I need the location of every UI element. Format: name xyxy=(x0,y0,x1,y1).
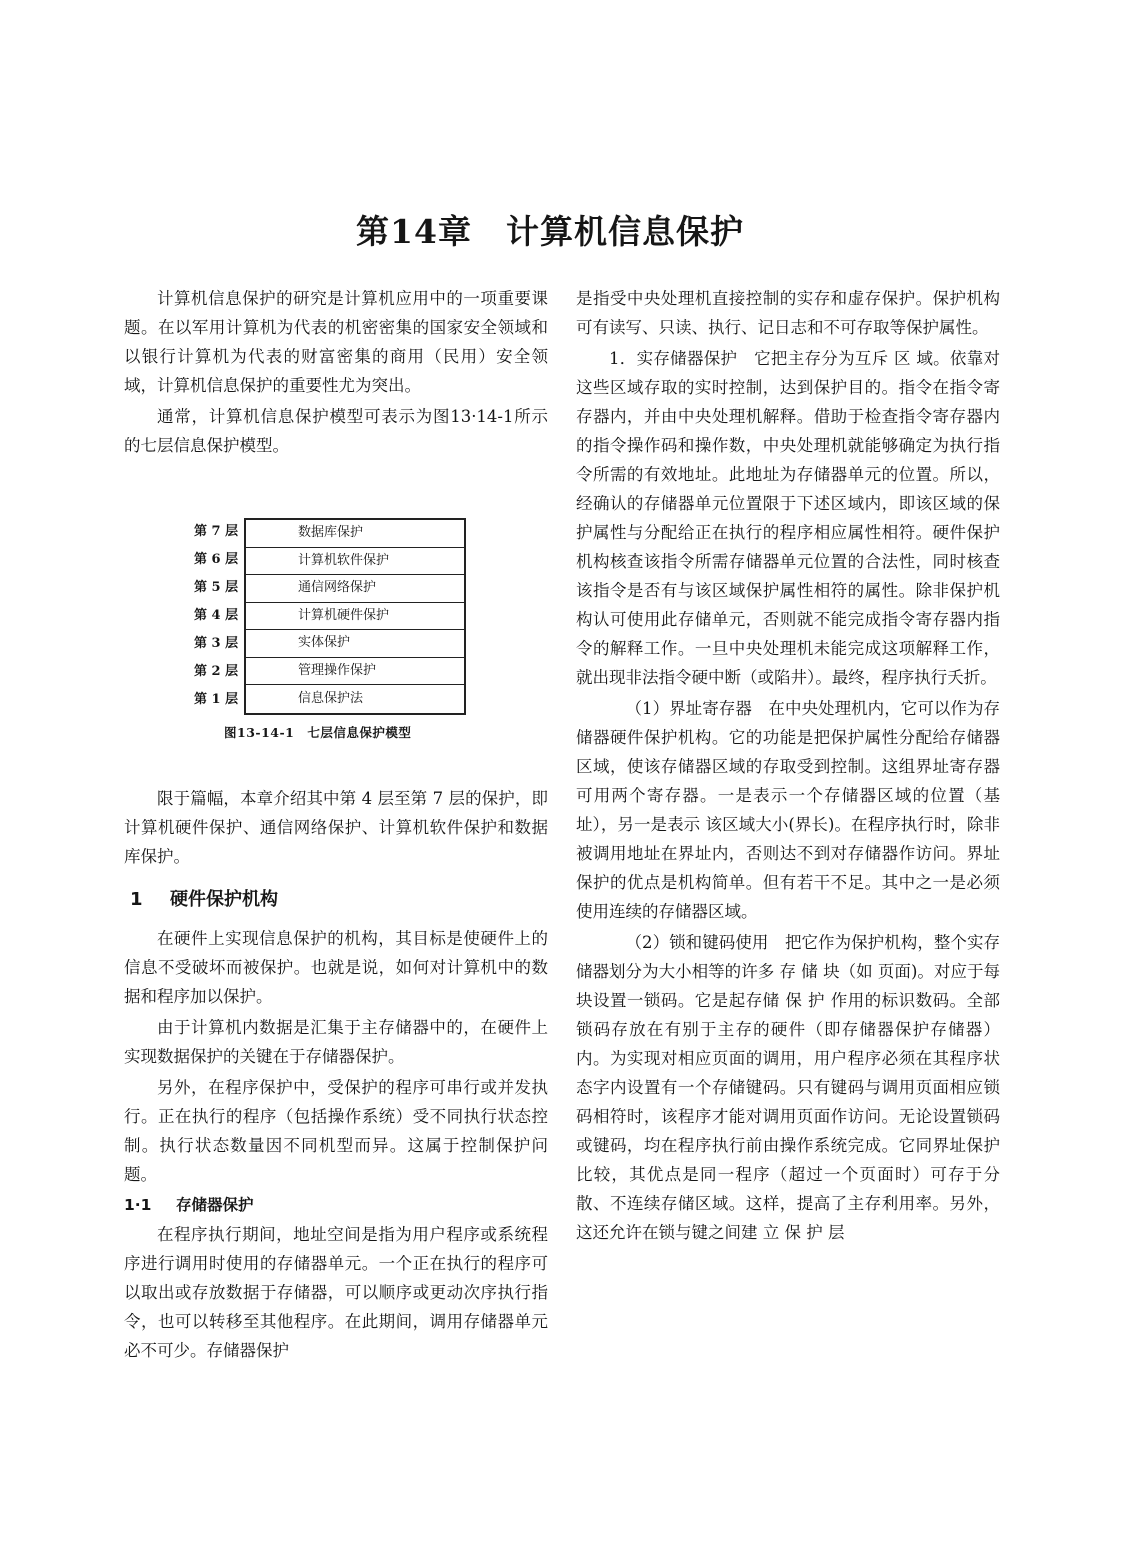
right-column xyxy=(576,284,1000,1249)
layer-level: 第 3 层 xyxy=(194,636,239,651)
chapter-title: 第14章 计算机信息保护 xyxy=(356,212,744,251)
paragraph: 另外，在程序保护中，受保护的程序可串行或并发执行。正在执行的程序（包括操作系统）受不同执行状态控制。执行状态数量因不同机型而异。这属于控制保护问题。 xyxy=(124,1078,548,1184)
paragraph: 在硬件上实现信息保护的机构，其目标是使硬件上的信息不受破坏而被保护。也就是说，如何对计算机中的数据和程序加以保护。 xyxy=(124,929,548,1006)
layer-box: 计算机软件保护 xyxy=(246,548,464,576)
layer-level: 第 6 层 xyxy=(194,552,239,567)
subsection-heading xyxy=(124,1191,548,1220)
layer-box: 实体保护 xyxy=(246,630,464,658)
layer-level: 第 7 层 xyxy=(194,524,239,539)
paragraph: 限于篇幅，本章介绍其中第 4 层至第 7 层的保护，即计算机硬件保护、通信网络保护、计算机软件保护和数据库保护。 xyxy=(124,789,548,866)
layer-level: 第 2 层 xyxy=(194,664,239,679)
layer-stack xyxy=(244,518,466,715)
paragraph: 计算机信息保护的研究是计算机应用中的一项重要课题。在以军用计算机为代表的机密密集的国家安全领域和以银行计算机为代表的财富密集的商用（民用）安全领域，计算机信息保护的重要性尤为突出。 xyxy=(124,289,548,395)
subsection-number: 1·1 xyxy=(124,1196,152,1214)
paragraph: 通常，计算机信息保护模型可表示为图13·14-1所示的七层信息保护模型。 xyxy=(124,407,548,455)
paragraph: 在程序执行期间，地址空间是指为用户程序或系统程序进行调用时使用的存储器单元。一个正在执行的程序可以取出或存放数据于存储器，可以顺序或更动次序执行指令，也可以转移至其他程序。在此期间，调用存储器单元必不可少。存储器保护 xyxy=(124,1225,548,1360)
section-number: 1 xyxy=(130,889,143,910)
layer-box: 计算机硬件保护 xyxy=(246,603,464,631)
paragraph: （1）界址寄存器 在中央处理机内，它可以作为存储器硬件保护机构。它的功能是把保护属性分配给存储器区域，使该存储器区域的存取受到控制。这组界址寄存器可用两个寄存器。一是表示一个存储器区域的位置（基址），另一是表示 该区域大小(界长)。在程序执行时，除非被调用地址在界址内，否则达不到对存储器作访问。界址保护的优点是机构简单。但有若干不足。其中之一是必须使用连续的存储器区域。 xyxy=(576,699,1000,921)
layer-box: 通信网络保护 xyxy=(246,575,464,603)
layer-box: 管理操作保护 xyxy=(246,658,464,686)
paragraph: （2）锁和键码使用 把它作为保护机构，整个实存储器划分为大小相等的许多 存 储 块（如 页面)。对应于每块设置一锁码。它是起存储 保 护 作用的标识数码。全部锁码存放在有别于主存的硬件（即存储器保护存储器）内。为实现对相应页面的调用，用户程序必须在其程序状态字内设置有一个存储键码。只有键码与调用页面相应锁码相符时，该程序才能对调用页面作访问。无论设置锁码或键码，均在程序执行前由操作系统完成。它同界址保护比较，其优点是同一程序（超过一个页面时）可存于分散、不连续存储区域。这样，提高了主存利用率。另外，这还允许在锁与键之间建 立 保 护 层 xyxy=(576,933,1000,1242)
layer-level: 第 4 层 xyxy=(194,608,239,623)
section-title: 硬件保护机构 xyxy=(170,889,278,910)
layer-labels xyxy=(194,518,244,714)
paragraph: 1．实存储器保护 它把主存分为互斥 区 域。依靠对这些区域存取的实时控制，达到保护目的。指令在指令寄存器内，并由中央处理机解释。借助于检查指令寄存器内的指令操作码和操作数，中央处理机就能够确定为执行指令所需的有效地址。此地址为存储器单元的位置。所以，经确认的存储器单元位置限于下述区域内，即该区域的保护属性与分配给正在执行的程序相应属性相符。硬件保护机构核查该指令所需存储器单元位置的合法性，同时核查该指令是否有与该区域保护属性相符的属性。除非保护机构认可使用此存储单元，否则就不能完成指令寄存器内指令的解释工作。一旦中央处理机未能完成这项解释工作，就出现非法指令硬中断（或陷井）。最终，程序执行夭折。 xyxy=(576,349,1000,687)
paragraph: 由于计算机内数据是汇集于主存储器中的，在硬件上实现数据保护的关键在于存储器保护。 xyxy=(124,1018,548,1066)
subsection-title: 存储器保护 xyxy=(176,1196,254,1214)
layer-box: 数据库保护 xyxy=(246,520,464,548)
section-heading xyxy=(124,885,548,914)
left-column xyxy=(124,284,548,1367)
figure-caption: 图13-14-1 七层信息保护模型 xyxy=(224,725,412,740)
layer-box: 信息保护法 xyxy=(298,691,364,706)
paragraph: 是指受中央处理机直接控制的实存和虚存保护。保护机构可有读写、只读、执行、记日志和不可存取等保护属性。 xyxy=(576,289,1000,337)
figure-seven-layer-model xyxy=(124,462,548,784)
layer-level: 第 5 层 xyxy=(194,580,239,595)
layer-level: 第 1 层 xyxy=(194,692,239,707)
